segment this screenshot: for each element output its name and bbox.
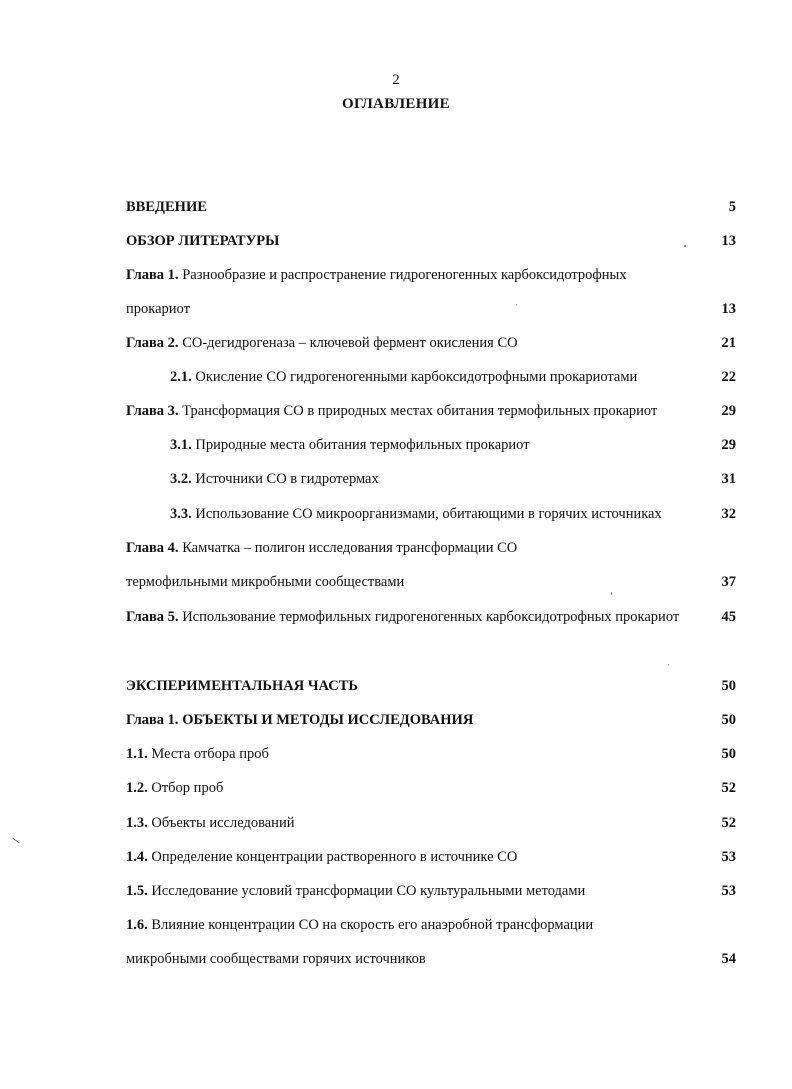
toc-entry-number: Глава 4.	[126, 540, 179, 556]
scan-speck	[611, 592, 612, 595]
toc-entry	[126, 812, 736, 834]
toc-entry-label	[126, 606, 679, 628]
toc-entry-text: прокариот	[126, 301, 190, 317]
toc-entry-page: 31	[721, 471, 736, 487]
toc-entry	[126, 196, 736, 218]
toc-entry-text: СО-дегидрогеназа – ключевой фермент окисления СО	[178, 335, 518, 351]
toc-entry	[126, 434, 736, 456]
toc-entry-label	[126, 196, 207, 218]
toc-entry-text: Использование СО микроорганизмами, обитающими в горячих источниках	[191, 506, 662, 522]
toc-entry-text: Объекты исследований	[147, 815, 295, 831]
toc-entry-label	[126, 948, 426, 970]
toc-entry-label	[126, 537, 517, 559]
scan-speck	[684, 245, 686, 247]
toc-entry-text: Камчатка – полигон исследования трансформации СО	[178, 540, 518, 556]
toc-entry-page: 29	[721, 437, 736, 453]
toc-entry-label	[126, 264, 627, 286]
toc-entry-page: 13	[721, 301, 736, 317]
toc-entry	[126, 675, 736, 697]
toc-entry-text: Влияние концентрации СО на скорость его анаэробной трансформации	[147, 917, 594, 933]
toc-entry-page: 54	[721, 951, 736, 967]
toc-entry-text: Природные места обитания термофильных прокариот	[191, 437, 530, 453]
toc-entry	[126, 571, 736, 593]
toc-entry-number: 2.1.	[170, 369, 192, 385]
toc-entry	[126, 537, 736, 559]
toc-entry-label	[126, 332, 518, 354]
toc-entry-text: Отбор проб	[147, 780, 224, 796]
toc-entry-page: 22	[721, 369, 736, 385]
toc-entry-page: 53	[721, 883, 736, 899]
toc-entry-number: Глава 1.	[126, 712, 179, 728]
toc-entry	[126, 366, 736, 388]
toc-entry	[126, 468, 736, 490]
toc-entry	[126, 298, 736, 320]
toc-entry	[126, 743, 736, 765]
toc-entry-text: ОБЗОР ЛИТЕРАТУРЫ	[126, 233, 280, 249]
toc-entry-page: 21	[721, 335, 736, 351]
page-title: ОГЛАВЛЕНИЕ	[342, 96, 450, 112]
toc-entry-number: 1.2.	[126, 780, 148, 796]
toc-entry-page: 50	[721, 746, 736, 762]
toc-entry-text: термофильными микробными сообществами	[126, 574, 405, 590]
toc-entry	[126, 400, 736, 422]
toc-entry-text: ОБЪЕКТЫ И МЕТОДЫ ИССЛЕДОВАНИЯ	[178, 712, 474, 728]
toc-entry-label	[126, 675, 358, 697]
scan-speck	[516, 304, 517, 305]
toc-entry	[126, 264, 736, 286]
toc-entry-label	[126, 812, 294, 834]
toc-entry	[126, 709, 736, 731]
scan-speck	[668, 664, 669, 665]
toc-entry-number: 1.1.	[126, 746, 148, 762]
toc-entry-page: 52	[721, 780, 736, 796]
toc-entry-text: микробными сообществами горячих источников	[126, 951, 426, 967]
toc-entry-text: ВВЕДЕНИЕ	[126, 199, 207, 215]
toc-entry-page: 52	[721, 815, 736, 831]
toc-entry	[126, 846, 736, 868]
toc-entry-text: Определение концентрации растворенного в источнике СО	[147, 849, 518, 865]
toc-entry-text: Использование термофильных гидрогеногенных карбоксидотрофных прокариот	[178, 609, 680, 625]
toc-entry-number: 1.6.	[126, 917, 148, 933]
toc-entry	[126, 332, 736, 354]
page-number: 2	[392, 72, 400, 88]
scan-speck	[12, 838, 19, 843]
toc-entry-label	[170, 468, 379, 490]
toc-entry-label	[170, 503, 662, 525]
toc-entry-page: 50	[721, 678, 736, 694]
toc-entry-number: 1.4.	[126, 849, 148, 865]
toc-entry	[126, 948, 736, 970]
toc-entry-page: 13	[721, 233, 736, 249]
toc-entry-page: 32	[721, 506, 736, 522]
toc-entry-number: 3.1.	[170, 437, 192, 453]
toc-entry-text: Трансформация СО в природных местах обитания термофильных прокариот	[178, 403, 658, 419]
toc-entry-text: Источники СО в гидротермах	[191, 471, 379, 487]
toc-entry-page: 53	[721, 849, 736, 865]
toc-entry	[126, 880, 736, 902]
toc-entry-label	[170, 366, 637, 388]
toc-entry-label	[126, 846, 517, 868]
toc-entry-page: 29	[721, 403, 736, 419]
toc-entry-text: Окисление СО гидрогеногенными карбоксидотрофными прокариотами	[191, 369, 638, 385]
toc-entry-label	[126, 880, 585, 902]
toc-entry-label	[126, 743, 269, 765]
toc-entry-label	[126, 298, 190, 320]
toc-entry-page: 5	[728, 199, 736, 215]
toc-entry	[126, 230, 736, 252]
toc-entry-page: 45	[721, 609, 736, 625]
toc-entry-label	[126, 777, 223, 799]
toc-entry-number: Глава 1.	[126, 267, 179, 283]
toc-entry-label	[170, 434, 530, 456]
toc-entry-number: Глава 2.	[126, 335, 179, 351]
toc-entry-number: Глава 5.	[126, 609, 179, 625]
toc-entry-number: 3.3.	[170, 506, 192, 522]
toc-entry-label	[126, 709, 473, 731]
toc-entry-label	[126, 571, 404, 593]
toc-entry-number: Глава 3.	[126, 403, 179, 419]
toc-entry-text: Исследование условий трансформации СО культуральными методами	[147, 883, 586, 899]
toc-entry-number: 3.2.	[170, 471, 192, 487]
toc-entry-label	[126, 400, 657, 422]
toc-entry-text: ЭКСПЕРИМЕНТАЛЬНАЯ ЧАСТЬ	[126, 678, 358, 694]
toc-entry-text: Разнообразие и распространение гидрогеногенных карбоксидотрофных	[178, 267, 627, 283]
toc-entry-number: 1.3.	[126, 815, 148, 831]
toc-entry	[126, 914, 736, 936]
toc-entry	[126, 606, 736, 628]
toc-entry-label	[126, 914, 593, 936]
toc-entry-text: Места отбора проб	[147, 746, 269, 762]
toc-entry-page: 50	[721, 712, 736, 728]
toc-entry-number: 1.5.	[126, 883, 148, 899]
toc-entry-label	[126, 230, 279, 252]
toc-entry-page: 37	[721, 574, 736, 590]
toc-entry	[126, 503, 736, 525]
toc-entry	[126, 777, 736, 799]
